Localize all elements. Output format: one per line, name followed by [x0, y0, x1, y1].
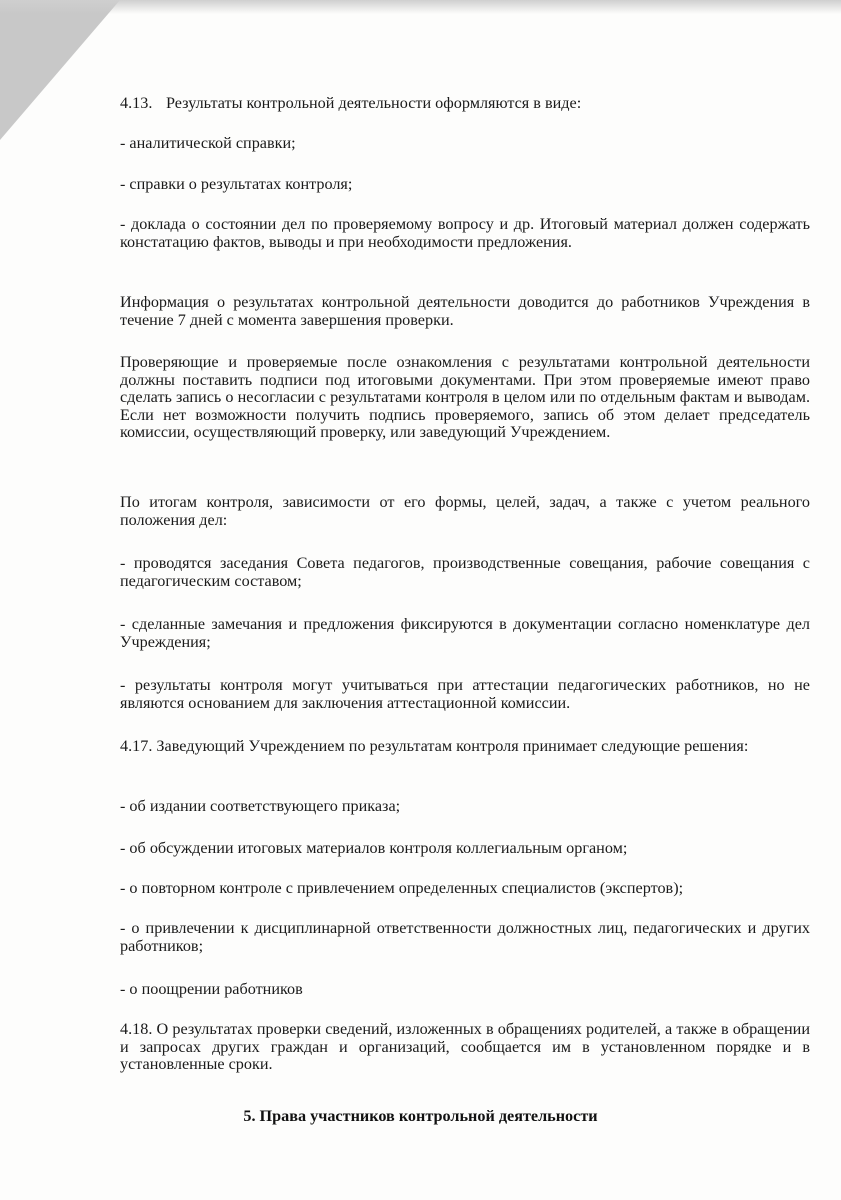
list-item-discussion: - об обсуждении итоговых материалов контроля коллегиальным органом; — [120, 839, 628, 857]
paragraph-information: Информация о результатах контрольной деятельности доводится до работников Учреждения в течение 7 дней с момента завершения проверки. — [120, 293, 810, 329]
list-item-control-report: - справки о результатах контроля; — [120, 175, 353, 193]
paragraph-signatures: Проверяющие и проверяемые после ознакомления с результатами контрольной деятельности должны поставить подписи под итоговыми документами. При этом проверяемые имеют право сделать запись о несогласии с результатами контроля в целом или по отдельным фактам и выводам. Если нет возможности получить подпись проверяемого, запись об этом делает председатель комиссии, осуществляющий проверку, или заведующий Учреждением. — [120, 353, 810, 441]
clause-number: 4.13. — [120, 94, 153, 112]
list-item-disciplinary: - о привлечении к дисциплинарной ответственности должностных лиц, педагогических и других работников; — [120, 919, 810, 955]
list-item-attestation: - результаты контроля могут учитываться при аттестации педагогических работников, но не являются основанием для заключения аттестационной комиссии. — [120, 676, 810, 712]
list-item-order: - об издании соответствующего приказа; — [120, 797, 401, 815]
list-item-remarks: - сделанные замечания и предложения фиксируются в документации согласно номенклатуре дел Учреждения; — [120, 615, 810, 651]
paragraph-4-13 — [120, 95, 810, 113]
list-item-analytical-report: - аналитической справки; — [120, 134, 296, 152]
paragraph-4-17: 4.17. Заведующий Учреждением по результатам контроля принимает следующие решения: — [120, 737, 749, 755]
paragraph-results: По итогам контроля, зависимости от его формы, целей, задач, а также с учетом реального положения дел: — [120, 493, 810, 529]
clause-text: Результаты контрольной деятельности оформляются в виде: — [166, 94, 582, 112]
list-item-meetings: - проводятся заседания Совета педагогов, производственные совещания, рабочие совещания с педагогическим составом; — [120, 554, 810, 590]
section-heading: 5. Права участников контрольной деятельности — [243, 1107, 598, 1125]
list-item-encouragement: - о поощрении работников — [120, 980, 303, 998]
list-item-repeat-control: - о повторном контроле с привлечением определенных специалистов (экспертов); — [120, 879, 684, 897]
scan-edge-shadow — [0, 0, 841, 14]
folded-corner-shadow — [0, 0, 120, 140]
paragraph-4-18: 4.18. О результатах проверки сведений, изложенных в обращениях родителей, а также в обращении и запросах других граждан и организаций, сообщается им в установленном порядке и в установленные сроки. — [120, 1020, 810, 1073]
list-item-report-on-affairs: - доклада о состоянии дел по проверяемому вопросу и др. Итоговый материал должен содержать констатацию фактов, выводы и при необходимости предложения. — [120, 215, 810, 251]
